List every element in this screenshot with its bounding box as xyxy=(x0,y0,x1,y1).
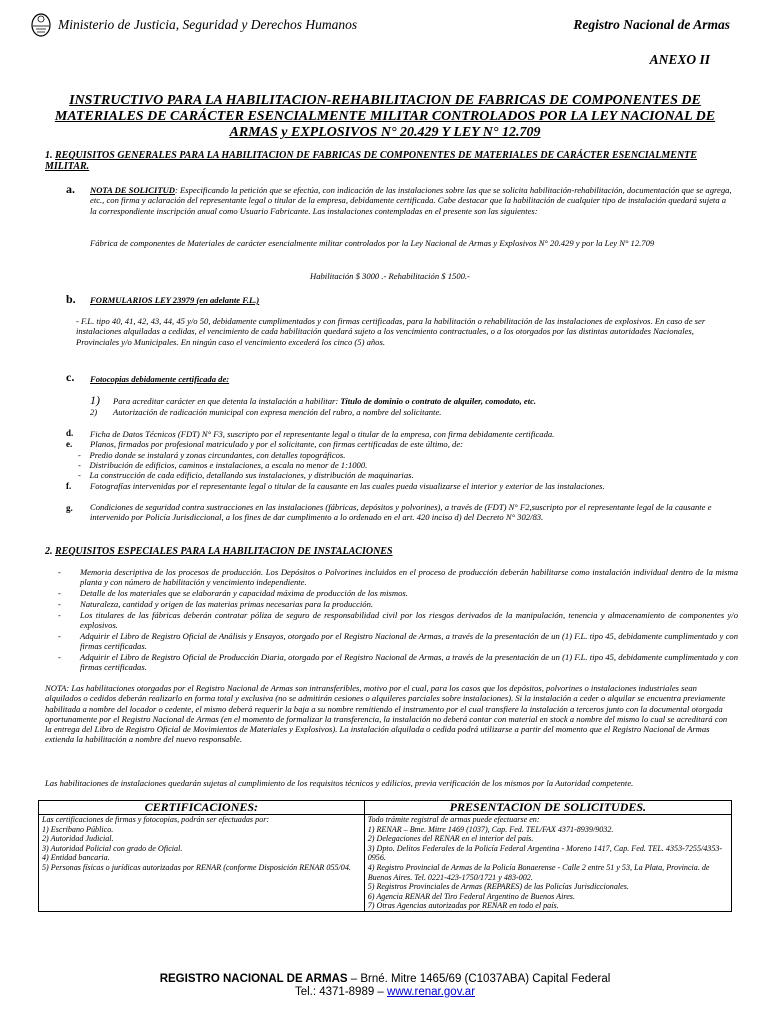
certificaciones-cell xyxy=(39,815,365,912)
plan-item-2: - Distribución de edificios, caminos e instalaciones, a escala no menor de 1:1000. xyxy=(78,460,368,470)
item-f-letter: f. xyxy=(66,481,72,491)
certificaciones-title: CERTIFICACIONES: xyxy=(39,801,365,815)
item-a-body: : Especificando la petición que se efectúa, con indicación de las instalaciones sobre las que se solicita habilitación-rehabilitación, documentación que se agrega, etc., con firma y aclaración del representante legal o titular de la empresa, debidamente certificada. Cabe destacar que la habilitación de cualquier tipo de instalación quedará sujeta a la correspondiente inscripción anual como Usuario Fabricante. Las instalaciones contempladas en el presente son las siguientes: xyxy=(90,185,732,216)
certificaciones-item: 1) Escribano Público. xyxy=(42,824,114,834)
page-footer xyxy=(0,973,770,999)
footer-phone: Tel.: 4371-8989 – xyxy=(294,986,388,998)
item-e-text: Planos, firmados por profesional matriculado y por el solicitante, con firmas certificadas de este último, de: xyxy=(90,439,463,449)
presentacion-item: 4) Registro Provincial de Armas de la Policía Bonaerense - Calle 2 entre 51 y 53, La Plata, Provincia. de Buenos Aires. Tel. 0221-423-1750/1721 y 483-002. xyxy=(367,862,710,882)
item-e-letter: e. xyxy=(66,439,73,449)
ministry-name: Ministerio de Justicia, Seguridad y Derechos Humanos xyxy=(58,17,358,32)
presentacion-cell xyxy=(364,815,731,912)
presentacion-item: 5) Registros Provinciales de Armas (REPARES) de las Policías Jurisdiccionales. xyxy=(367,882,629,892)
presentacion-item: 7) Otras Agencias autorizadas por RENAR en todo el país. xyxy=(367,901,559,911)
section-2-title: REQUISITOS ESPECIALES PARA LA HABILITACION DE INSTALACIONES xyxy=(55,546,393,557)
item-a-text xyxy=(90,185,732,216)
item-g-letter: g. xyxy=(66,503,73,513)
presentacion-item: 1) RENAR – Bme. Mitre 1469 (1037), Cap. Fed. TEL/FAX 4371-8939/9032. xyxy=(367,824,614,834)
section-2-heading xyxy=(45,546,735,557)
footer-org: REGISTRO NACIONAL DE ARMAS xyxy=(159,973,348,985)
item-b-text: - F.L. tipo 40, 41, 42, 43, 44, 45 y/o 50, debidamente cumplimentados y con firmas certificadas, para la habilitación o rehabilitación de las instalaciones de explosivos. En caso de ser instalaciones alquiladas a cedidas, el vencimiento de cada habilitación quedará sujeto a los vencimiento contractuales, o a los otorgados por las distintas autoridades Nacionales, Provinciales y/o Municipales. En ningún caso el vencimiento excederá los cinco (5) años. xyxy=(76,316,706,347)
special-item-1: - Memoria descriptiva de los procesos de producción. Los Depósitos o Polvorines incluidos en el proceso de producción deberán habilitarse como instalación individual dentro de la misma planta y con número de habilitación y vencimiento independiente. xyxy=(58,567,738,588)
note-paragraph: NOTA: Las habilitaciones otorgadas por el Registro Nacional de Armas son intransferibles, motivo por el cual, para los casos que los depósitos, polvorines o instalaciones industriales sean alquilados o cedidos deberán realizarlo en forma total y exclusiva (no se admitirán cesiones o alquileres parciales sobre instalaciones). Si la instalación a ceder o alquilar se encuentra previamente habilitada a nombre del locador o cedente, el mismo deberá requerir la baja a su nombre remitiendo el instrumento por el cual transfiere la instalación a terceros junto con la documental otorgada oportunamente por el Registro Nacional de Armas (en el momento de formalizar la transferencia, la instalación no deberá contar con material en stock a nombre del mismo lo cual se acreditará con la entrega del Libro de Registro Oficial de Movimientos de Materiales y Explosivos). La instalación alquilada o cedida podrá utilizarse a partir del momento que el Registro Nacional de Armas extienda la habilitación a nombre del nuevo responsable. xyxy=(45,683,728,745)
section-1-title: REQUISITOS GENERALES PARA LA HABILITACION DE FABRICAS DE COMPONENTES DE MATERIALES DE CARÁCTER ESENCIALMENTE MILITAR. xyxy=(45,150,697,172)
item-c-2-text: Autorización de radicación municipal con expresa mención del rubro, a nombre del solicitante. xyxy=(113,407,442,417)
item-a-heading: NOTA DE SOLICITUD xyxy=(90,185,175,195)
item-a-letter: a. xyxy=(66,182,75,196)
item-g-text: Condiciones de seguridad contra sustracciones en las instalaciones (fábricas, depósitos y polvorines), a través de (FDT) N° F2,suscripto por el representante legal de la causante e intervenido por Policía Jurisdiccional, a los fines de dar cumplimento a lo ordenado en el art. 420 inciso d) del Decreto N° 302/83. xyxy=(90,502,712,523)
presentacion-intro: Todo trámite registral de armas puede efectuarse en: xyxy=(367,815,540,824)
document-title: INSTRUCTIVO PARA LA HABILITACION-REHABILITACION DE FABRICAS DE COMPONENTES DE MATERIALES DE CARÁCTER ESENCIALMENTE MILITAR CONTROLADOS POR LA LEY NACIONAL DE ARMAS y EXPLOSIVOS N° 20.429 Y LEY N° 12.709 xyxy=(54,93,716,140)
item-b-letter: b. xyxy=(66,292,76,306)
presentacion-title: PRESENTACION DE SOLICITUDES. xyxy=(364,801,731,815)
annex-label: ANEXO II xyxy=(649,52,710,67)
item-c-heading: Fotocopias debidamente certificada de: xyxy=(90,374,230,384)
special-item-3: - Naturaleza, cantidad y origen de las materias primas necesarias para la producción. xyxy=(58,599,374,609)
item-f-text: Fotografías intervenidas por el representante legal o titular de la causante en las cuales pueda visualizarse el interior y exterior de las instalaciones. xyxy=(90,481,605,491)
item-b-heading: FORMULARIOS LEY 23979 (en adelante F.L.) xyxy=(90,295,260,305)
item-c-1-text xyxy=(113,396,733,406)
certificaciones-intro: Las certificaciones de firmas y fotocopias, podrán ser efectuadas por: xyxy=(42,815,270,824)
item-c-1-body: Para acreditar carácter en que detenta la instalación a habilitar: xyxy=(113,396,341,406)
footer-website-link[interactable]: www.renar.gov.ar xyxy=(387,986,476,998)
presentacion-item: 3) Dpto. Delitos Federales de la Policía Federal Argentina - Moreno 1417, Cap. Fed. TEL. 4353-7255/4353-0956. xyxy=(367,843,723,863)
item-a-text2: Fábrica de componentes de Materiales de carácter esencialmente militar controlados por la Ley Nacional de Armas y Explosivos N° 20.429 y por la Ley N° 12.709 xyxy=(90,238,655,248)
section-1-number: 1. xyxy=(45,150,53,161)
registry-name: Registro Nacional de Armas xyxy=(573,17,730,32)
certificaciones-item: 2) Autoridad Judicial. xyxy=(42,834,114,844)
item-c-letter: c. xyxy=(66,370,75,384)
section-1-heading xyxy=(45,150,735,172)
plan-item-3: - La construcción de cada edificio, detallando sus instalaciones, y distribución de maquinarias. xyxy=(78,470,414,480)
national-seal-icon xyxy=(30,12,52,38)
info-table xyxy=(38,800,732,912)
item-c-1-bold: Titulo de dominio o contrato de alquiler, comodato, etc. xyxy=(340,396,537,406)
presentacion-item: 2) Delegaciones del RENAR en el interior del país. xyxy=(367,834,534,844)
certificaciones-item: 3) Autoridad Policial con grado de Oficial. xyxy=(42,843,183,853)
closing-paragraph: Las habilitaciones de instalaciones quedarán sujetas al cumplimiento de los requisitos técnicos y edilicios, previa verificación de los mismos por la Autoridad competente. xyxy=(45,778,634,788)
footer-address: – Brné. Mitre 1465/69 (C1037ABA) Capital Federal xyxy=(347,973,611,985)
section-2-number: 2. xyxy=(45,546,53,557)
presentacion-item: 6) Agencia RENAR del Tiro Federal Argentino de Buenos Aires. xyxy=(367,891,575,901)
special-item-2: - Detalle de los materiales que se elaborarán y capacidad máxima de producción de los mismos. xyxy=(58,588,408,598)
certificaciones-item: 4) Entidad bancaria. xyxy=(42,853,110,863)
special-item-6: - Adquirir el Libro de Registro Oficial de Producción Diaria, otorgado por el Registro Nacional de Armas, a través de la presentación de un (1) F.L. tipo 45, debidamente cumplimentado y con firmas certificadas. xyxy=(58,652,738,673)
item-c-2-number: 2) xyxy=(90,407,98,417)
item-c-1-number: 1) xyxy=(90,393,100,407)
item-a-fees: Habilitación $ 3000 .- Rehabilitación $ 1500.- xyxy=(310,271,470,281)
special-item-4: - Los titulares de las fábricas deberán contratar póliza de seguro de responsabilidad civil por los riesgos derivados de la manipulación, tenencia y almacenamiento de componentes y/o explosivos. xyxy=(58,610,738,631)
item-d-letter: d. xyxy=(66,428,74,438)
certificaciones-item: 5) Personas físicas o jurídicas autorizadas por RENAR (conforme Disposición RENAR 055/04. xyxy=(42,862,351,872)
plan-item-1: - Predio donde se instalará y zonas circundantes, con detalles topográficos. xyxy=(78,450,346,460)
special-item-5: - Adquirir el Libro de Registro Oficial de Análisis y Ensayos, otorgado por el Registro Nacional de Armas, a través de la presentación de un (1) F.L. tipo 45, debidamente cumplimentado y con firmas certificadas. xyxy=(58,631,738,652)
item-d-text: Ficha de Datos Técnicos (FDT) N° F3, suscripto por el representante legal o titular de la empresa, con firma debidamente certificada. xyxy=(90,429,555,439)
